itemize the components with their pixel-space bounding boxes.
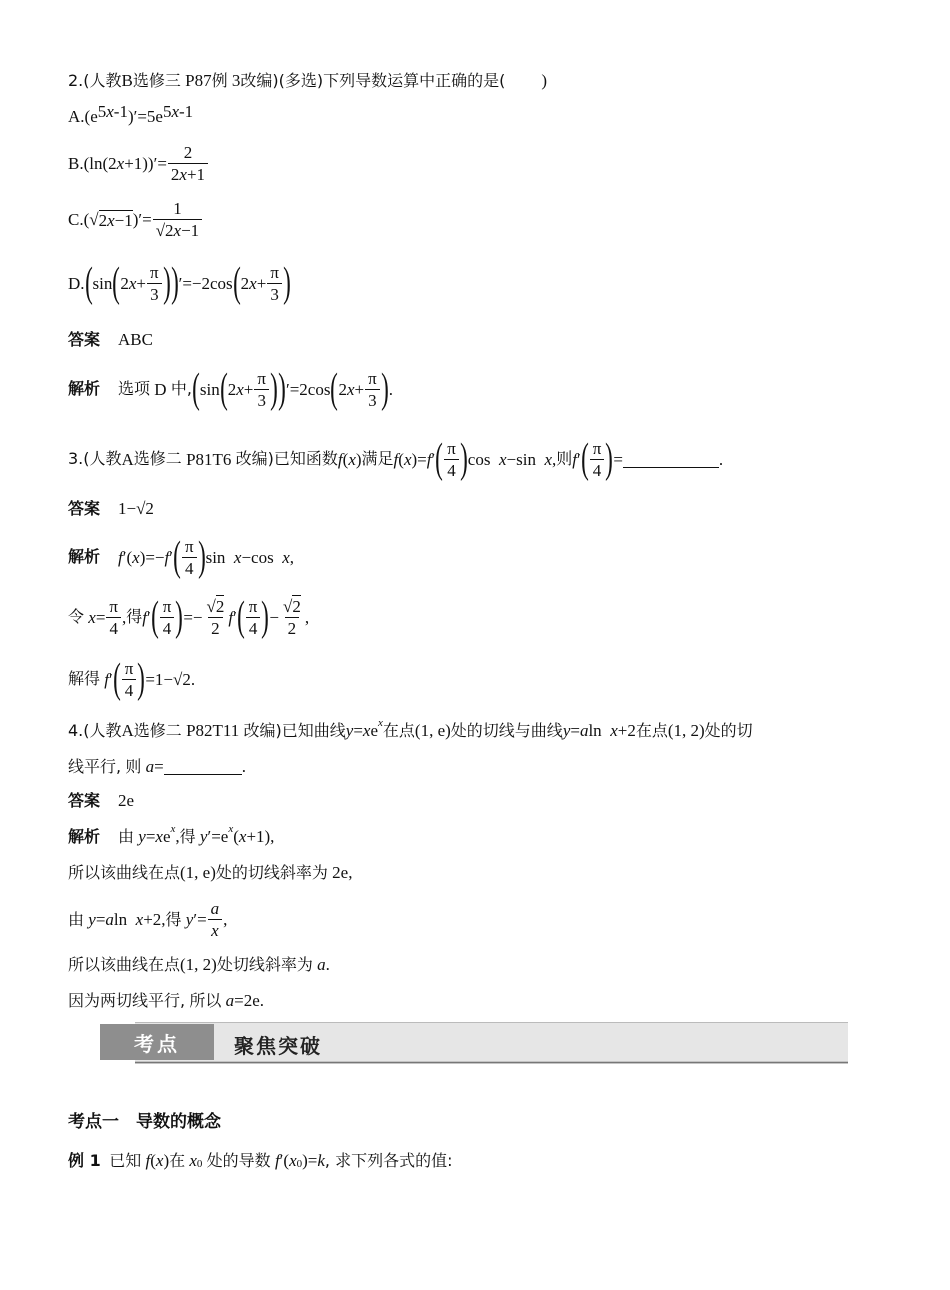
q3-heading: 3.(人教 A 选修二 P81T6 改编)已知函数 f ( x ) 满足 f ( x )= f ′ ( $\frac{\pi}{4}$ ) cos x −sin x , 则 f ′ ( $\frac{\pi}{4}$ ) = . [68,436,724,482]
example-text-3: 处的导数 [206,1150,271,1170]
q4-answer [68,792,134,809]
banner-tab: 考点 [100,1024,214,1060]
analysis-label: 解析 [68,826,101,846]
q2-analysis: 解析 选项 D 中, ( sin ( 2 x + $\frac{\pi}{3}$ ) ) ′ =2cos ( 2 x + $\frac{\pi}{3}$ ) . [68,366,393,412]
example-text-1: 已知 [109,1150,142,1170]
answer-label: 答案 [68,790,101,810]
q4-analysis-line-2: 所以该曲线在点 (1, e) 处的切线斜率为 2e, [68,862,353,882]
q4-heading-line-2: 线平行, 则 a = . [68,756,246,776]
example-1: 例 1 已知 f ( x ) 在 x 0 处的导数 f ′( x 0 )= k , 求下列各式的值: [68,1150,453,1170]
example-text-4: , 求下列各式的值: [324,1150,453,1170]
q4-analysis-line-1: 解析 由 y = x e x , 得 y ′=e x ( x +1), [68,823,275,846]
q4-analysis-line-5: 因为两切线平行, 所以 a =2e. [68,990,264,1010]
section-title [68,1114,221,1131]
q2-option-d: D. ( sin ( 2 x + $\frac{\pi}{3}$ ) ) ′=−2cos ( 2 x + $\frac{\pi}{3}$ ) [68,260,291,306]
q2-option-b: B.(ln(2 x +1))′= $\frac{2}{2x+1}$ [68,144,209,183]
q4-analysis-line-3: 由 y = a ln x +2, 得 y ′= $\frac{a}{x}$ , [68,899,228,940]
q3-result: =1−√2. [145,669,196,689]
analysis-label: 解析 [68,379,101,398]
example-label: 例 1 [68,1150,101,1170]
q2-option-c: C.( √ 2x−1 )′= $\frac{1}{√2x-1}$ [68,200,203,239]
q2-option-a: A.(e 5x-1 )′=5e 5x-1 [68,102,194,126]
answer-value: 1−√2 [118,499,154,518]
section-title-text: 考点一 导数的概念 [68,1112,221,1132]
q3-answer [68,500,154,517]
q2-answer [68,331,153,348]
q3-analysis-line-2: 令 x = $\frac{\pi}{4}$ , 得 f ′ ( $\frac{\pi}{4}$ ) =− $\frac{√2}{2}$ f ′ ( $\frac{\pi}{4}$ ) − $\frac{√2}{2}$ , [68,594,310,640]
q2-heading: 2.(人教 B 选修三 P87 例 3 改编)(多选)下列导数运算中正确的是( ) [68,70,548,90]
q4-analysis-line-4: 所以该曲线在点 (1, 2) 处切线斜率为 a . [68,954,330,974]
answer-value: 2e [118,791,135,810]
analysis-label: 解析 [68,547,101,566]
answer-value: ABC [118,330,153,349]
answer-label: 答案 [68,498,101,518]
example-text-2: 在 [169,1150,186,1170]
q4-heading-line-1: 4.(人教 A 选修二 P82T11 改编)已知曲线 y = x e x 在点 (1, e) 处的切线与曲线 y = a ln x +2 在点 (1, 2) 处的切 [68,717,753,740]
banner-title: 聚焦突破 [234,1034,322,1058]
section-banner [100,1022,850,1066]
banner-rule [135,1062,848,1063]
analysis-eq: =2cos [289,379,331,399]
answer-label: 答案 [68,329,101,349]
q3-analysis-line-1: 解析 f ′( x )=− f ′ ( $\frac{\pi}{4}$ ) sin x −cos x , [68,534,295,580]
q3-analysis-line-3: 解得 f ′ ( $\frac{\pi}{4}$ ) =1−√2. [68,656,196,702]
